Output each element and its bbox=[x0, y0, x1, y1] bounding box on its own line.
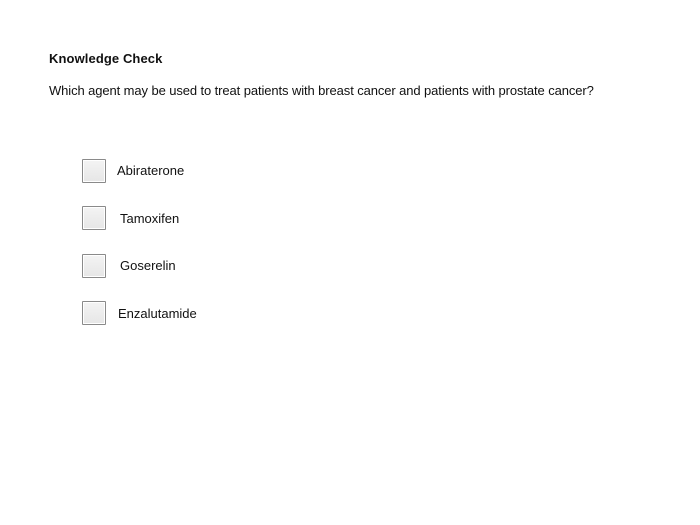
option-goserelin[interactable] bbox=[82, 252, 197, 279]
option-label: Goserelin bbox=[120, 258, 176, 273]
question-text: Which agent may be used to treat patients with breast cancer and patients with prostate cancer? bbox=[49, 83, 594, 98]
checkbox[interactable] bbox=[82, 301, 106, 325]
option-label: Abiraterone bbox=[117, 163, 185, 178]
checkbox[interactable] bbox=[82, 206, 106, 230]
page-title: Knowledge Check bbox=[49, 51, 163, 66]
option-label: Enzalutamide bbox=[118, 305, 197, 321]
checkbox[interactable] bbox=[82, 159, 106, 183]
checkbox[interactable] bbox=[82, 254, 106, 278]
option-label: Tamoxifen bbox=[120, 210, 180, 226]
option-enzalutamide[interactable] bbox=[82, 300, 197, 327]
option-abiraterone[interactable] bbox=[82, 157, 197, 184]
answer-options bbox=[82, 157, 197, 347]
option-tamoxifen[interactable] bbox=[82, 205, 197, 232]
